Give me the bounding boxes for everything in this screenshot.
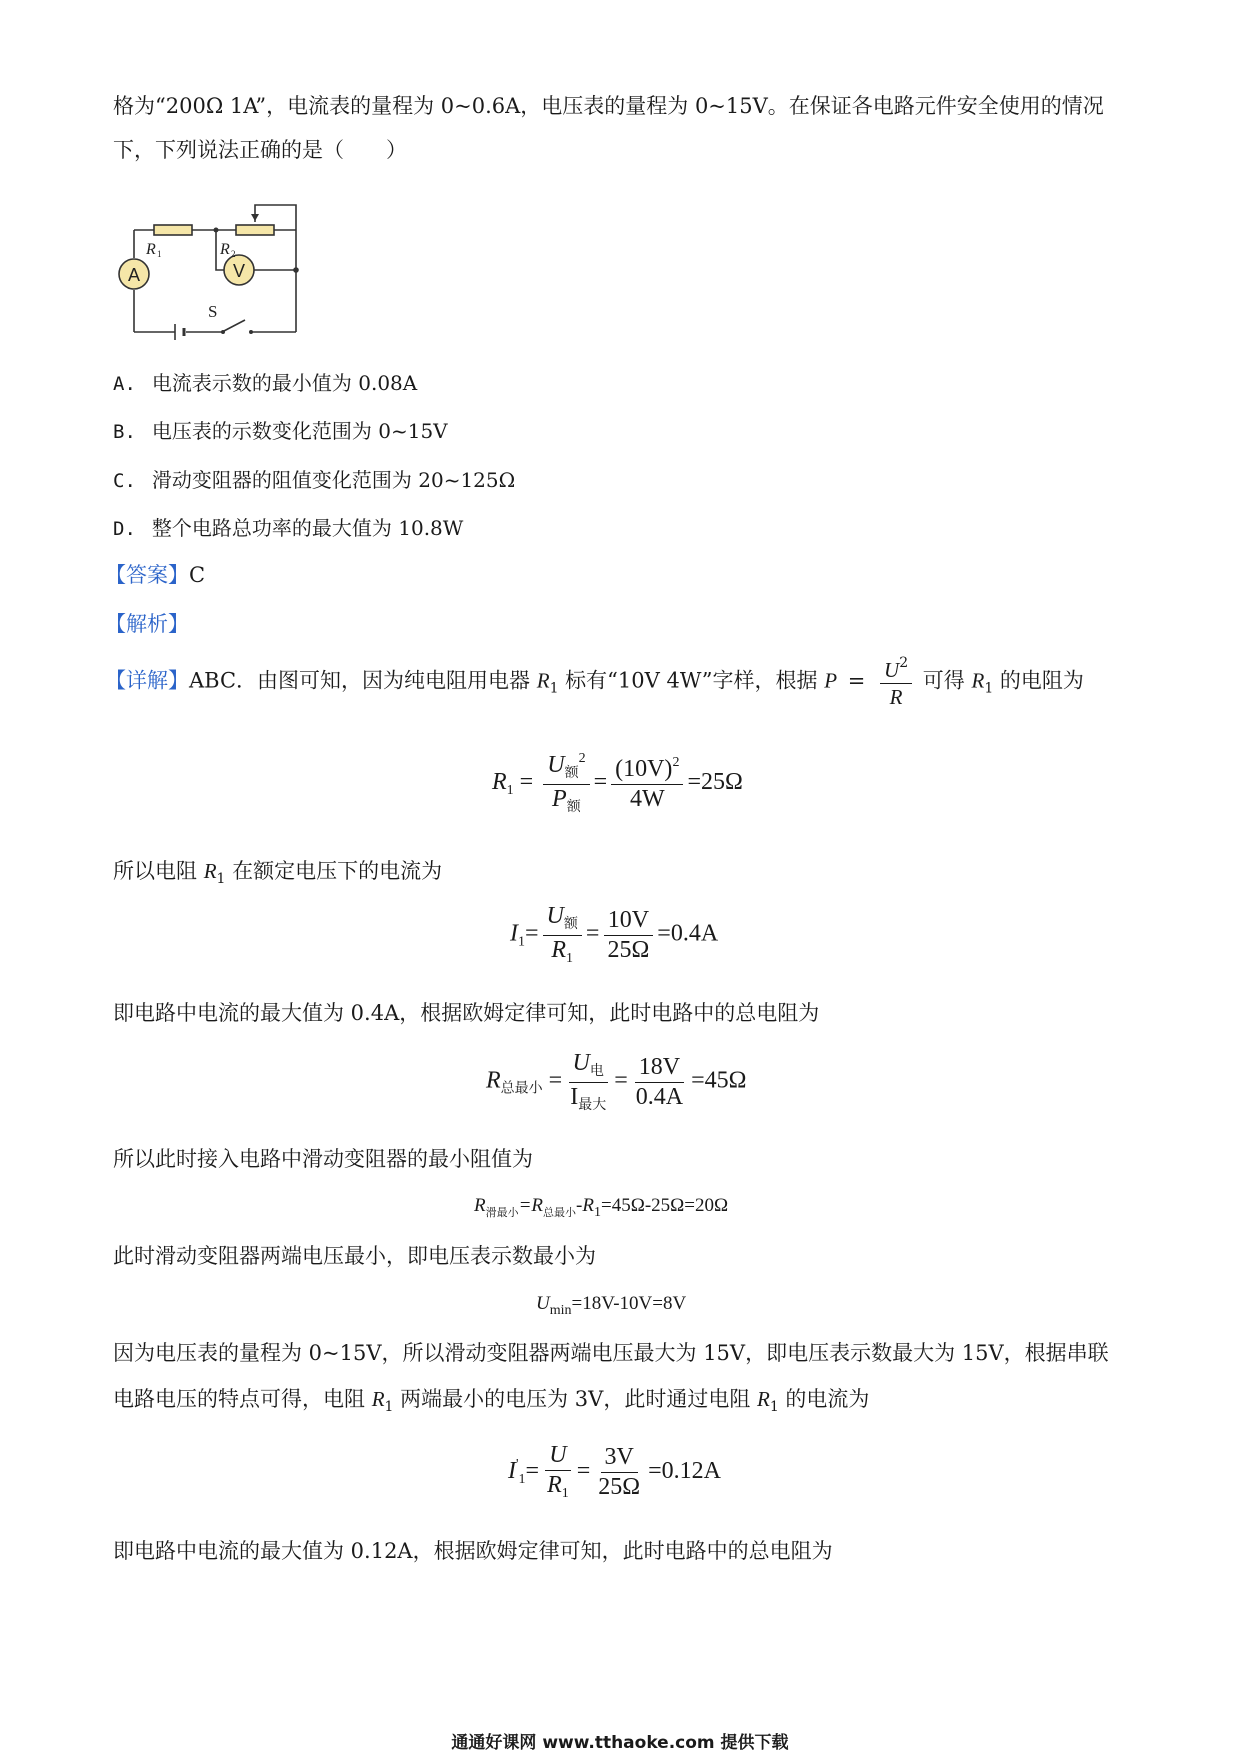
equation-i1: $I_1=$ $\frac{U_额}{R_1}$ = $\frac{10V}{25\Omega}$ =0.4A bbox=[510, 903, 719, 966]
equation-r1: $R_1$ = $\frac{U_额^2}{P_额}$ = $\frac{(10V)^2}{4W}$ =25Ω bbox=[492, 751, 743, 815]
question-line-1: 格为“200Ω 1A”，电流表的量程为 0~0.6A，电压表的量程为 0~15V。在保证各电路元件安全使用的情况 bbox=[113, 94, 1104, 118]
question-line-2: 下，下列说法正确的是（ ） bbox=[113, 138, 407, 162]
r2-sub: 2 bbox=[231, 249, 236, 259]
text-min-resistance: 所以此时接入电路中滑动变阻器的最小阻值为 bbox=[113, 1147, 533, 1171]
option-c: C. 滑动变阻器的阻值变化范围为 20~125Ω bbox=[113, 468, 516, 492]
circuit-diagram bbox=[112, 200, 312, 340]
option-b: B. 电压表的示数变化范围为 0~15V bbox=[113, 419, 448, 443]
text-max-voltage: 因为电压表的量程为 0~15V，所以滑动变阻器两端电压最大为 15V，即电压表示数最大为 15V，根据串联 bbox=[113, 1341, 1109, 1365]
footer-watermark: 通通好课网 www.tthaoke.com 提供下载 bbox=[451, 1733, 789, 1753]
text-series-voltage: 电路电压的特点可得，电阻 $R_1$ 两端最小的电压为 3V，此时通过电阻 $R_1$ 的电流为 bbox=[113, 1387, 870, 1415]
power-fraction: $\frac{U^2}{R}$ bbox=[880, 656, 912, 708]
equation-r-slide-min: $R_{滑最小}=R_{总最小}-R_1=45\Omega-25\Omega=20\Omega$ bbox=[474, 1195, 729, 1220]
resistor-r1 bbox=[154, 225, 192, 235]
r1-sub: 1 bbox=[157, 249, 162, 259]
equation-i1-prime: $I'_1=$ $\frac{U}{R_1}$ = $\frac{3V}{25\Omega}$ =0.12A bbox=[508, 1442, 722, 1502]
switch-label: S bbox=[208, 302, 218, 321]
analysis-label: 【解析】 bbox=[105, 612, 189, 636]
text-min-voltage: 此时滑动变阻器两端电压最小，即电压表示数最小为 bbox=[113, 1244, 596, 1268]
voltmeter-label: V bbox=[232, 261, 246, 281]
ammeter-label: A bbox=[127, 265, 141, 285]
option-a: A. 电流表示数的最小值为 0.08A bbox=[113, 371, 418, 395]
text-max-current: 即电路中电流的最大值为 0.4A，根据欧姆定律可知，此时电路中的总电阻为 bbox=[113, 1001, 820, 1025]
text-current-intro: 所以电阻 $R_1$ 在额定电压下的电流为 bbox=[113, 859, 443, 887]
answer-line: 【答案】C bbox=[105, 563, 206, 587]
equation-r-total-min: $R_{总最小}$ = $\frac{U_电}{I_{最大}}$ = $\frac{18V}{0.4A}$ =45Ω bbox=[486, 1050, 747, 1113]
option-d: D. 整个电路总功率的最大值为 10.8W bbox=[113, 516, 464, 540]
detail-intro: 【详解】ABC．由图可知，因为纯电阻用电器 $R_1$ 标有“10V 4W”字样，根据 P = $\frac{U^2}{R}$ 可得 $R_1$ 的电阻为 bbox=[105, 655, 1084, 710]
r1-label: R bbox=[146, 241, 156, 258]
equation-u-min: $U_{min}=18V-10V=8V$ bbox=[536, 1293, 687, 1318]
resistor-r2 bbox=[236, 225, 274, 235]
r2-label: R bbox=[220, 241, 230, 258]
text-max-current-2: 即电路中电流的最大值为 0.12A，根据欧姆定律可知，此时电路中的总电阻为 bbox=[113, 1539, 833, 1563]
